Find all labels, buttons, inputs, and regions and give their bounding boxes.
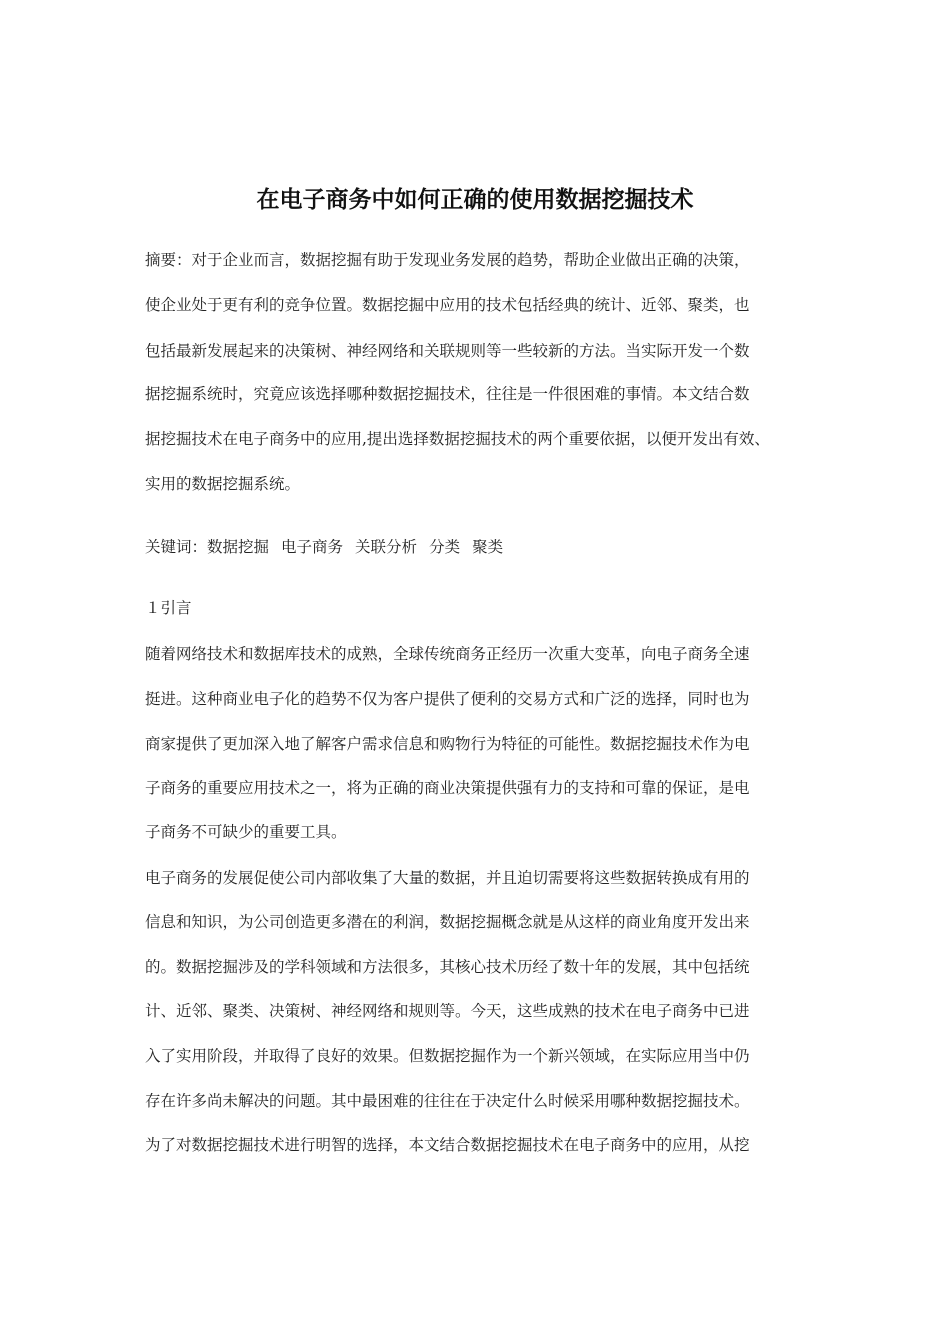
paragraph-line: 为了对数据挖掘技术进行明智的选择，本文结合数据挖掘技术在电子商务中的应用，从挖	[145, 1136, 750, 1154]
section-heading: １引言	[145, 599, 192, 617]
keyword: 数据挖掘	[207, 538, 270, 556]
paragraph-line: 随着网络技术和数据库技术的成熟，全球传统商务正经历一次重大变革，向电子商务全速	[145, 645, 750, 663]
keywords-label: 关键词：	[145, 538, 208, 556]
paragraph-line: 存在许多尚未解决的问题。其中最困难的往往在于决定什么时候采用哪种数据挖掘技术。	[145, 1092, 750, 1110]
paragraph-line: 电子商务的发展促使公司内部收集了大量的数据，并且迫切需要将这些数据转换成有用的	[145, 869, 750, 887]
abstract-line: 摘要：对于企业而言，数据挖掘有助于发现业务发展的趋势，帮助企业做出正确的决策，	[145, 251, 750, 269]
paragraph-line: 子商务不可缺少的重要工具。	[145, 823, 347, 841]
abstract-line: 实用的数据挖掘系统。	[145, 475, 301, 493]
keyword: 聚类	[472, 538, 504, 556]
document-title: 在电子商务中如何正确的使用数据挖掘技术	[256, 187, 694, 213]
paragraph-line: 商家提供了更加深入地了解客户需求信息和购物行为特征的可能性。数据挖掘技术作为电	[145, 735, 750, 753]
abstract-line: 据挖掘系统时，究竟应该选择哪种数据挖掘技术，往往是一件很困难的事情。本文结合数	[145, 385, 750, 403]
paragraph-line: 计、近邻、聚类、决策树、神经网络和规则等。今天，这些成熟的技术在电子商务中已进	[145, 1002, 750, 1020]
keyword: 电子商务	[281, 538, 344, 556]
keyword: 分类	[429, 538, 461, 556]
abstract-line: 使企业处于更有利的竞争位置。数据挖掘中应用的技术包括经典的统计、近邻、聚类，也	[145, 296, 750, 314]
paragraph-line: 信息和知识，为公司创造更多潜在的利润，数据挖掘概念就是从这样的商业角度开发出来	[145, 913, 750, 931]
paragraph-line: 入了实用阶段，并取得了良好的效果。但数据挖掘作为一个新兴领域，在实际应用当中仍	[145, 1047, 750, 1065]
paragraph-line: 子商务的重要应用技术之一，将为正确的商业决策提供强有力的支持和可靠的保证，是电	[145, 779, 750, 797]
abstract-line: 据挖掘技术在电子商务中的应用,提出选择数据挖掘技术的两个重要依据，以便开发出有效、	[145, 430, 770, 448]
keywords-line	[145, 535, 503, 559]
paragraph-line: 的。数据挖掘涉及的学科领域和方法很多，其核心技术历经了数十年的发展，其中包括统	[145, 958, 750, 976]
paragraph-line: 挺进。这种商业电子化的趋势不仅为客户提供了便利的交易方式和广泛的选择，同时也为	[145, 690, 750, 708]
abstract-line: 包括最新发展起来的决策树、神经网络和关联规则等一些较新的方法。当实际开发一个数	[145, 342, 750, 360]
keyword: 关联分析	[355, 538, 418, 556]
